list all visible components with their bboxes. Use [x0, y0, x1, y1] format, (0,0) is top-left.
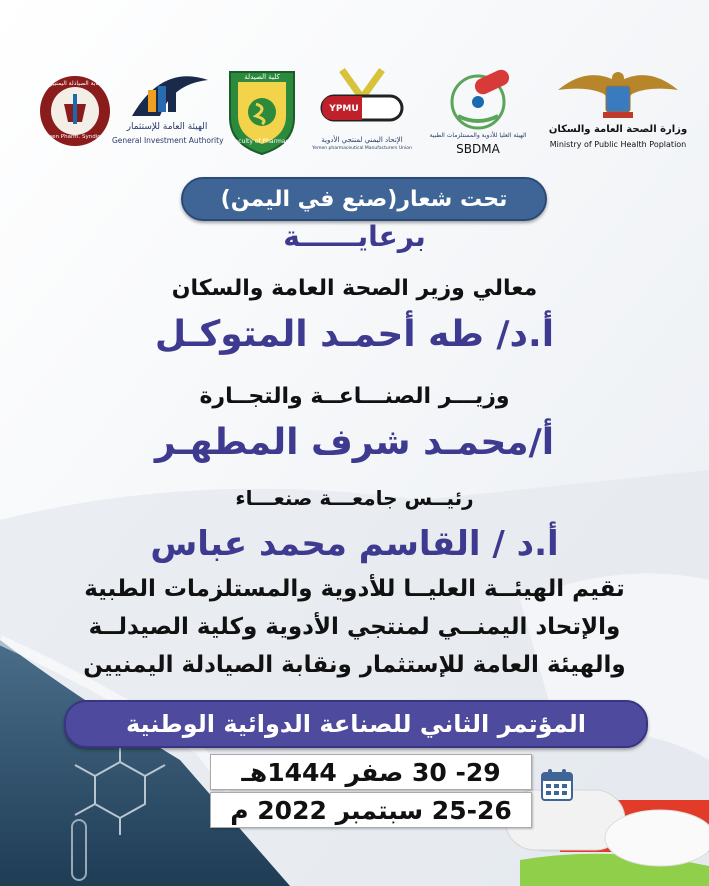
ypmu-logo	[312, 66, 412, 160]
ypmu-english: Yemen pharmaceutical Manufacturers Union	[312, 146, 412, 151]
syndicate-arabic: نقابة الصيادلة اليمنيين	[47, 80, 103, 87]
sbdma-arabic: الهيئة العليا للأدوية والمستلزمات الطبية	[429, 132, 527, 139]
eagle-emblem-icon	[548, 60, 688, 122]
date-gregorian: 25-26 سبتمبر 2022 م	[210, 792, 532, 828]
syndicate-english: Yemen Pharm. Syndicate	[40, 134, 110, 140]
capsule-icon	[428, 62, 528, 132]
ministry-logo	[548, 60, 688, 160]
ministry-arabic: وزارة الصحة العامة والسكان	[548, 124, 688, 135]
gia-english: General Investment Authority	[112, 136, 224, 145]
syndicate-logo	[38, 74, 112, 148]
pharmacy-arabic: كلية الصيدلة	[244, 73, 280, 81]
ypmu-text: YPMU	[329, 104, 359, 114]
patron2-title: وزيـــر الصنـــاعــة والتجــارة	[199, 384, 510, 409]
patron1-name: أ.د/ طه أحمـد المتوكـل	[154, 314, 555, 355]
pill-icon	[505, 790, 709, 886]
sbdma-logo	[428, 62, 528, 160]
pharmacy-logo	[224, 64, 300, 156]
gia-arabic: الهيئة العامة للإستثمار	[126, 122, 208, 132]
sbdma-english: SBDMA	[456, 142, 500, 156]
patron2-name: أ/محمـد شرف المطهـر	[154, 422, 555, 463]
sail-icon	[112, 70, 222, 120]
organizers-line-2: والإتحاد اليمنــي لمنتجي الأدوية وكلية الصيدلــة	[88, 614, 621, 640]
patronage-heading: برعايــــــة	[283, 220, 426, 253]
patron3-name: أ.د / القاسم محمد عباس	[150, 524, 559, 564]
ministry-english: Ministry of Public Health Poplation	[549, 140, 687, 149]
pharmacy-english: Faculty of Pharmacy	[231, 138, 293, 145]
patron3-title: رئيــس جامعـــة صنعـــاء	[235, 486, 474, 510]
logos-row	[0, 60, 709, 160]
organizers-line-1: تقيم الهيئــة العليــا للأدوية والمستلزمات الطبية	[84, 576, 625, 602]
slogan-banner: تحت شعار(صنع في اليمن)	[181, 177, 547, 221]
ypmu-arabic: الإتحاد اليمني لمنتجي الأدوية	[321, 136, 403, 144]
organizers-line-3: والهيئة العامة للإستثمار ونقابة الصيادلة اليمنيين	[83, 652, 626, 678]
gia-logo	[112, 70, 222, 156]
patron1-title: معالي وزير الصحة العامة والسكان	[171, 276, 538, 301]
conference-banner: المؤتمر الثاني للصناعة الدوائية الوطنية	[64, 700, 648, 748]
calendar-icon	[540, 768, 574, 802]
date-hijri: 29- 30 صفر 1444هـ	[210, 754, 532, 790]
